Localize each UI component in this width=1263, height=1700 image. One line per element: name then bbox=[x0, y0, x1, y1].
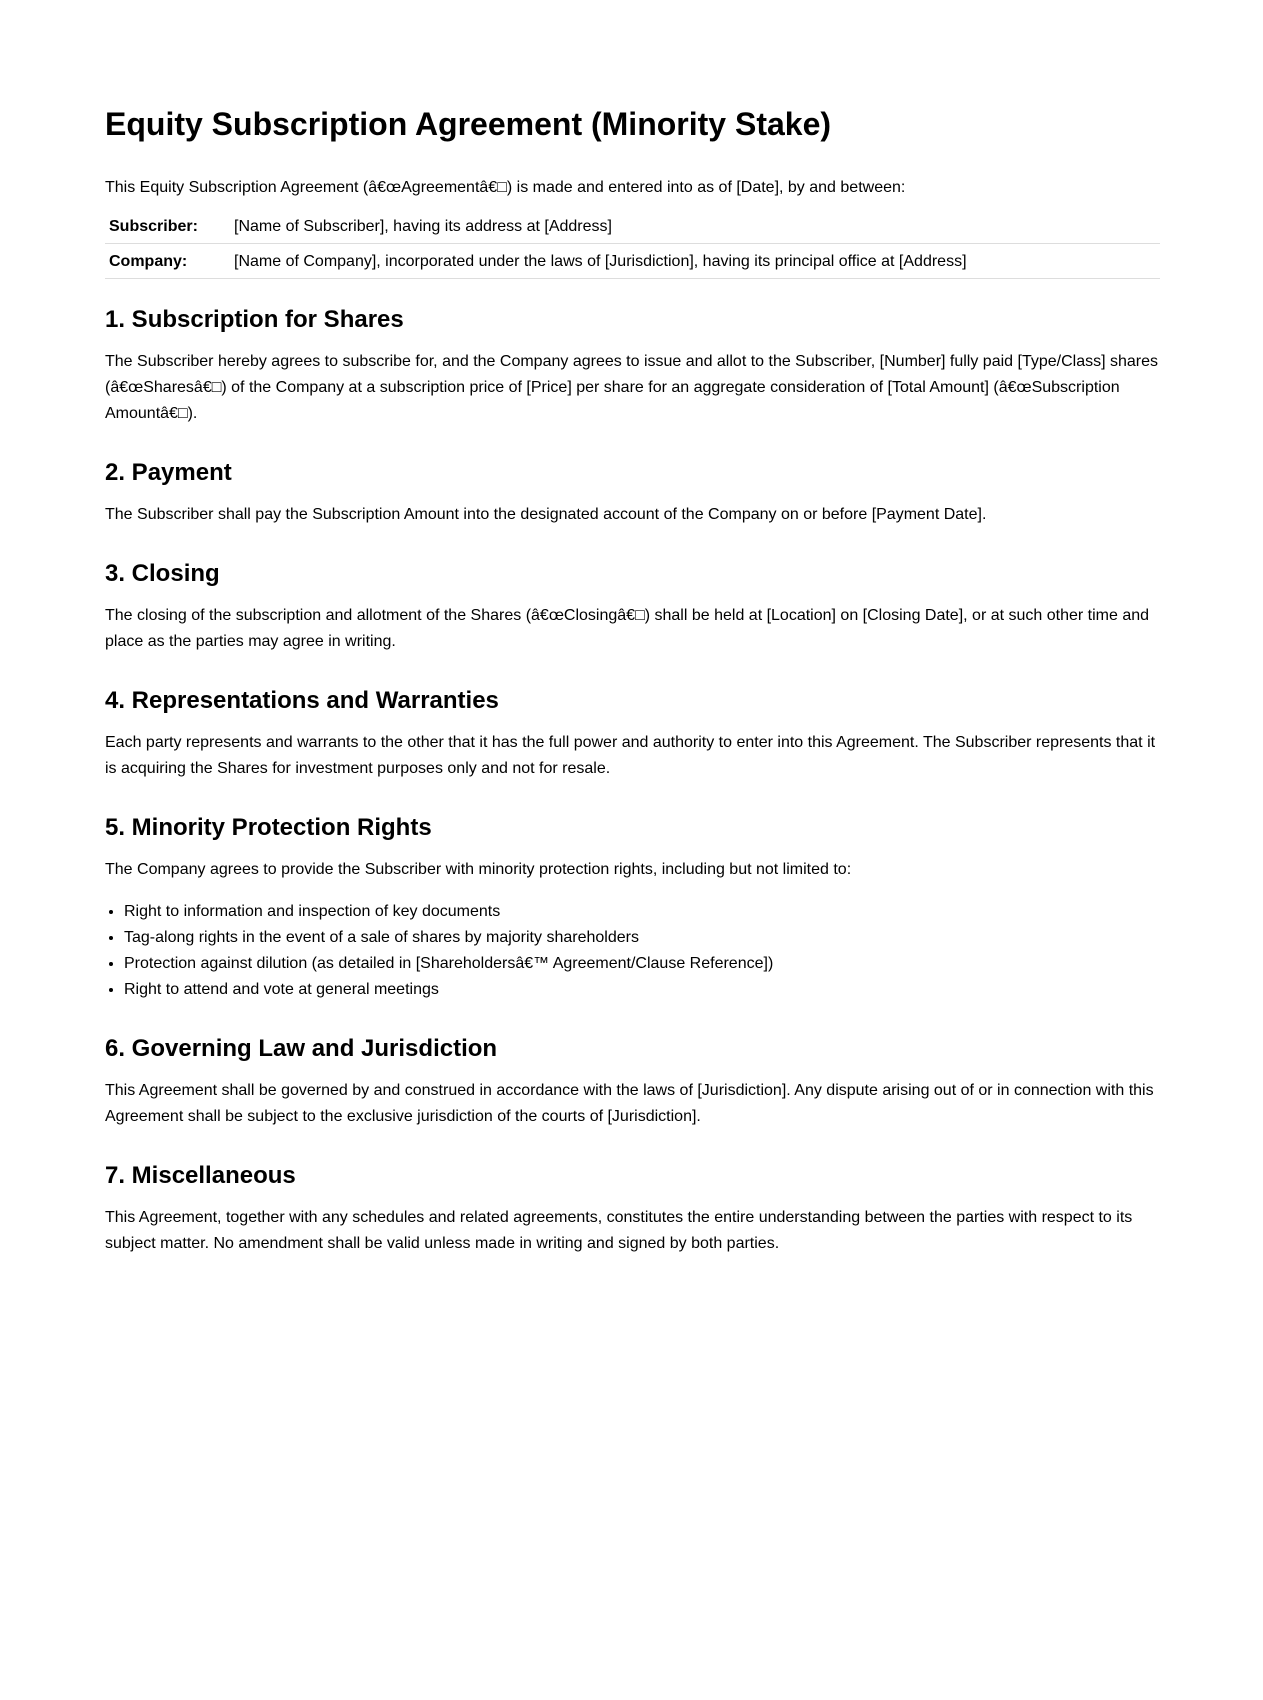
section-body: Each party represents and warrants to the other that it has the full power and authority to enter into this Agreement. The Subscriber represents that it is acquiring the Shares for investment purposes only and not for resale. bbox=[105, 733, 1156, 777]
party-row-company bbox=[105, 243, 1160, 278]
section-closing bbox=[105, 559, 1160, 655]
party-label: Subscriber: bbox=[105, 209, 230, 244]
section-payment bbox=[105, 458, 1160, 528]
section-subscription bbox=[105, 305, 1160, 427]
section-body: The Subscriber shall pay the Subscription Amount into the designated account of the Company on or before [Payment Date]. bbox=[105, 505, 987, 523]
list-item: • Right to attend and vote at general meetings bbox=[124, 977, 1160, 1003]
section-heading: 3. Closing bbox=[105, 559, 220, 587]
intro-paragraph: This Equity Subscription Agreement (â€œAgreementâ€□) is made and entered into as of [Date], by and between: bbox=[105, 178, 906, 196]
section-body: This Agreement shall be governed by and construed in accordance with the laws of [Jurisdiction]. Any dispute arising out of or in connection with this Agreement shall be subject to the exclusive jurisdiction of the courts of [Jurisdiction]. bbox=[105, 1081, 1154, 1125]
section-heading: 1. Subscription for Shares bbox=[105, 305, 404, 333]
list-item: • Tag-along rights in the event of a sale of shares by majority shareholders bbox=[124, 925, 1160, 951]
section-minority-rights bbox=[105, 813, 1160, 1003]
document-title: Equity Subscription Agreement (Minority Stake) bbox=[105, 106, 832, 142]
section-representations bbox=[105, 686, 1160, 782]
section-governing-law bbox=[105, 1034, 1160, 1130]
section-body: The Subscriber hereby agrees to subscribe for, and the Company agrees to issue and allot to the Subscriber, [Number] fully paid [Type/Class] shares (â€œSharesâ€□) of the Company at a subscription price of [Price] per share for an aggregate consideration of [Total Amount] (â€œSubscription Amountâ€□). bbox=[105, 352, 1158, 422]
section-heading: 2. Payment bbox=[105, 458, 232, 486]
section-heading: 4. Representations and Warranties bbox=[105, 686, 499, 714]
section-body: The closing of the subscription and allotment of the Shares (â€œClosingâ€□) shall be held at [Location] on [Closing Date], or at such other time and place as the parties may agree in writing. bbox=[105, 606, 1150, 650]
section-body: This Agreement, together with any schedules and related agreements, constitutes the entire understanding between the parties with respect to its subject matter. No amendment shall be valid unless made in writing and signed by both parties. bbox=[105, 1208, 1133, 1252]
section-body: The Company agrees to provide the Subscriber with minority protection rights, including but not limited to: bbox=[105, 860, 852, 878]
party-value: [Name of Company], incorporated under the laws of [Jurisdiction], having its principal office at [Address] bbox=[230, 243, 1160, 278]
party-row-subscriber bbox=[105, 209, 1160, 244]
section-heading: 7. Miscellaneous bbox=[105, 1161, 296, 1189]
section-miscellaneous bbox=[105, 1161, 1160, 1257]
party-label: Company: bbox=[105, 243, 230, 278]
section-heading: 5. Minority Protection Rights bbox=[105, 813, 432, 841]
document-page bbox=[105, 106, 1160, 1288]
party-value: [Name of Subscriber], having its address at [Address] bbox=[230, 209, 1160, 244]
rights-list bbox=[105, 899, 1160, 1003]
section-heading: 6. Governing Law and Jurisdiction bbox=[105, 1034, 498, 1062]
list-item: • Right to information and inspection of key documents bbox=[124, 899, 1160, 925]
parties-table bbox=[105, 209, 1160, 279]
list-item: • Protection against dilution (as detailed in [Shareholdersâ€™ Agreement/Clause Reference]) bbox=[124, 951, 1160, 977]
